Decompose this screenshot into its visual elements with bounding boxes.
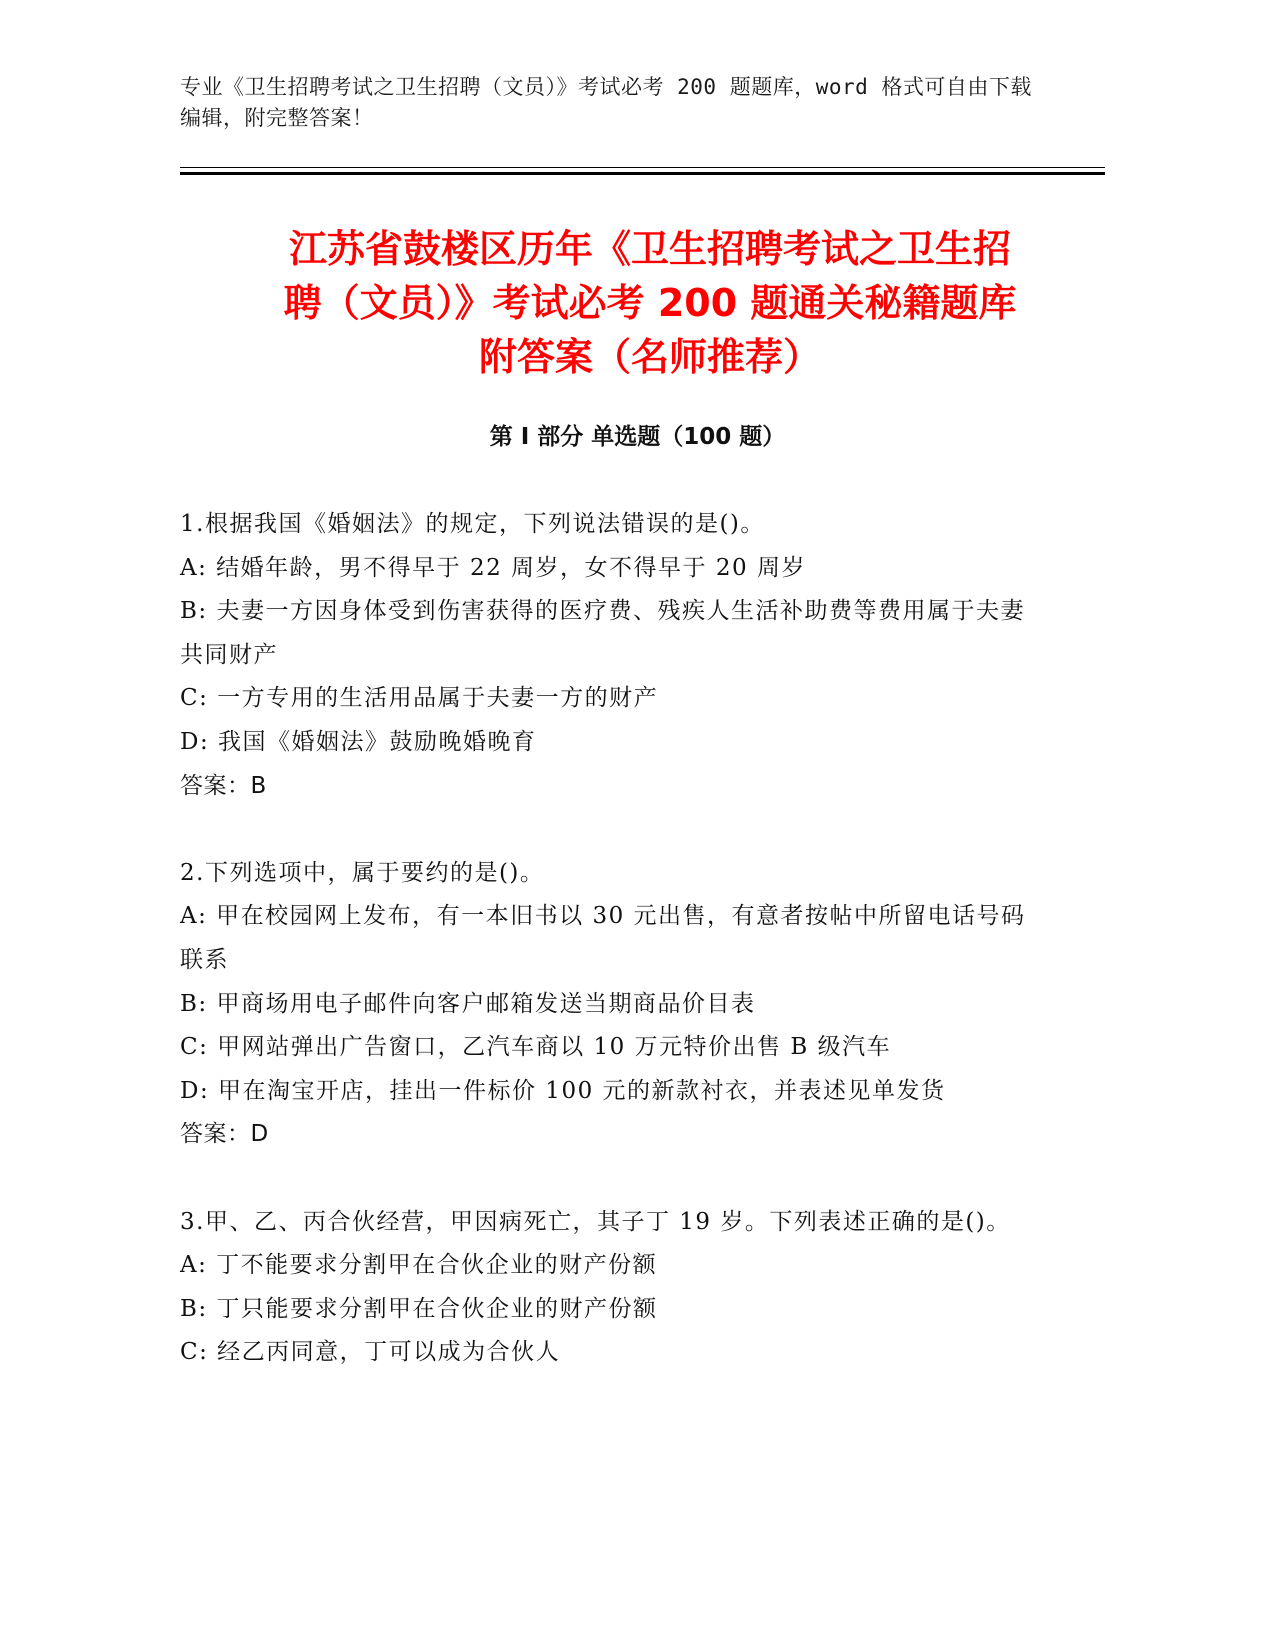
- option-c: C: 甲网站弹出广告窗口，乙汽车商以 10 万元特价出售 B 级汽车: [180, 1034, 892, 1061]
- question-stem: 1.根据我国《婚姻法》的规定，下列说法错误的是()。: [180, 511, 765, 537]
- spacer: [180, 808, 1030, 852]
- option-a: A: 结婚年龄，男不得早于 22 周岁，女不得早于 20 周岁: [180, 554, 806, 581]
- document-title: [150, 222, 1150, 384]
- question-block: [180, 503, 1030, 808]
- question-stem: 3.甲、乙、丙合伙经营，甲因病死亡，其子丁 19 岁。下列表述正确的是()。: [180, 1208, 1011, 1235]
- option-b: B: 甲商场用电子邮件向客户邮箱发送当期商品价目表: [180, 990, 756, 1017]
- question-list: [180, 503, 1030, 1375]
- option-b: B: 夫妻一方因身体受到伤害获得的医疗费、残疾人生活补助费等费用属于夫妻共同财产: [180, 598, 1025, 668]
- option-d: D: 甲在淘宝开店，挂出一件标价 100 元的新款衬衣，并表述见单发货: [180, 1077, 946, 1104]
- title-line: 聘（文员）》考试必考 200 题通关秘籍题库: [283, 281, 1017, 325]
- question-stem: 2.下列选项中，属于要约的是()。: [180, 859, 545, 886]
- title-line: 附答案（名师推荐）: [478, 335, 821, 379]
- header-note: 专业《卫生招聘考试之卫生招聘（文员）》考试必考 200 题题库，word 格式可自由下载编辑，附完整答案！: [180, 75, 1032, 130]
- answer-line: 答案：B: [180, 772, 267, 799]
- header-rule-thin: [180, 167, 1105, 168]
- title-line: 江苏省鼓楼区历年《卫生招聘考试之卫生招: [288, 227, 1011, 271]
- question-block: [180, 852, 1030, 1157]
- option-a: A: 甲在校园网上发布，有一本旧书以 30 元出售，有意者按帖中所留电话号码联系: [180, 903, 1026, 973]
- spacer: [180, 1157, 1030, 1201]
- option-a: A: 丁不能要求分割甲在合伙企业的财产份额: [180, 1252, 658, 1279]
- option-b: B: 丁只能要求分割甲在合伙企业的财产份额: [180, 1295, 658, 1322]
- option-d: D: 我国《婚姻法》鼓励晚婚晚育: [180, 728, 537, 755]
- option-c: C: 经乙丙同意，丁可以成为合伙人: [180, 1339, 561, 1366]
- header-rule-thick: [180, 172, 1105, 175]
- section-title: 第 I 部分 单选题（100 题）: [489, 424, 786, 450]
- answer-line: 答案：D: [180, 1121, 269, 1148]
- option-c: C: 一方专用的生活用品属于夫妻一方的财产: [180, 685, 659, 712]
- question-block: [180, 1201, 1030, 1375]
